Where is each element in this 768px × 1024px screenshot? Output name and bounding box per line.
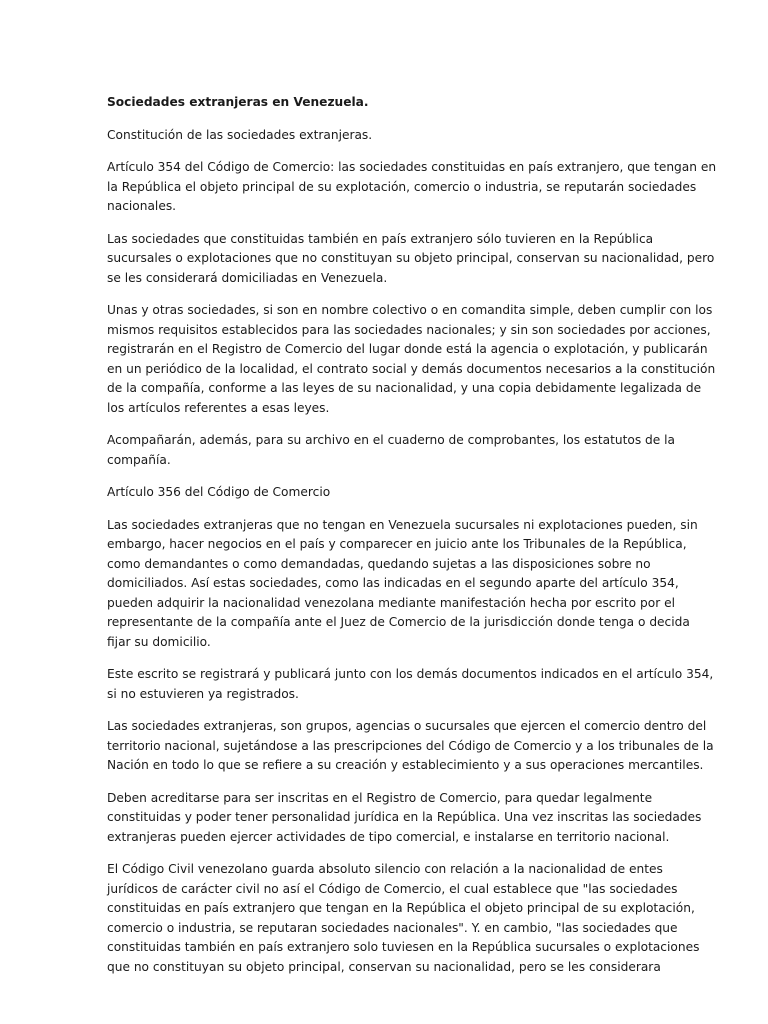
text-line: en un periódico de la localidad, el contrato social y demás documentos necesarios a la constitución — [107, 361, 716, 376]
text-line: representante de la compañía ante el Juez de Comercio de la jurisdicción donde tenga o decida — [107, 615, 690, 629]
text-line: constituidas y poder tener personalidad jurídica en la República. Una vez inscritas las sociedades — [107, 810, 702, 824]
text-line: Las sociedades que constituidas también en país extranjero sólo tuvieren en la República — [107, 231, 654, 246]
text-line: Este escrito se registrará y publicará junto con los demás documentos indicados en el artículo 354, — [107, 667, 714, 681]
text-line: constituidas también en país extranjero solo tuviesen en la República sucursales o explotaciones — [107, 940, 700, 954]
text-line: embargo, hacer negocios en el país y comparecer en juicio ante los Tribunales de la República, — [107, 537, 687, 551]
text-line: se les considerará domiciliadas en Venezuela. — [107, 270, 388, 285]
text-line: fijar su domicilio. — [107, 634, 211, 649]
text-line: domiciliados. Así estas sociedades, como las indicadas en el segundo aparte del artículo 354, — [107, 576, 679, 590]
text-line: de la compañía, conforme a las leyes de su nacionalidad, y una copia debidamente legalizada de — [107, 381, 702, 395]
paragraph-list — [107, 126, 717, 978]
text-line: Nación en todo lo que se refiere a su creación y establecimiento y a sus operaciones mercantiles. — [107, 758, 704, 772]
text-line: constituidas en país extranjero que tengan en la República el objeto principal de su explotación, — [107, 901, 695, 915]
paragraph — [107, 301, 716, 418]
paragraph — [107, 126, 687, 146]
text-line: los artículos referentes a esas leyes. — [107, 400, 330, 415]
text-line: Constitución de las sociedades extranjeras. — [107, 127, 373, 142]
text-line: El Código Civil venezolano guarda absoluto silencio con relación a la nacionalidad de entes — [107, 862, 663, 876]
paragraph — [107, 230, 715, 289]
document-body — [107, 93, 717, 990]
text-line: que no constituyan su objeto principal, conservan su nacionalidad, pero se les considerara — [107, 959, 661, 974]
paragraph — [107, 665, 714, 704]
paragraph — [107, 431, 687, 470]
text-line: registrarán en el Registro de Comercio del lugar donde está la agencia o explotación, y publicarán — [107, 342, 708, 356]
text-line: si no estuvieren ya registrados. — [107, 686, 299, 701]
text-line: Unas y otras sociedades, si son en nombre colectivo o en comandita simple, deben cumplir con los — [107, 303, 713, 317]
text-line: la República el objeto principal de su explotación, comercio o industria, se reputarán sociedades — [107, 179, 697, 194]
text-line: territorio nacional, sujetándose a las prescripciones del Código de Comercio y a los tribunales de la — [107, 738, 714, 753]
text-line: pueden adquirir la nacionalidad venezolana mediante manifestación hecha por escrito por el — [107, 595, 675, 610]
paragraph — [107, 717, 714, 776]
paragraph — [107, 789, 702, 848]
text-line: nacionales. — [107, 199, 177, 213]
paragraph — [107, 158, 717, 217]
text-line: como demandantes o como demandadas, quedando sujetas a las disposiciones sobre no — [107, 556, 651, 571]
text-line: comercio o industria, se reputaran sociedades nacionales". Y. en cambio, "las sociedades que — [107, 920, 678, 935]
paragraph — [107, 860, 700, 977]
paragraph — [107, 516, 698, 653]
text-line: mismos requisitos establecidos para las sociedades nacionales; y sin son sociedades por acciones, — [107, 322, 711, 337]
text-line: Deben acreditarse para ser inscritas en el Registro de Comercio, para quedar legalmente — [107, 790, 653, 805]
text-line: extranjeras pueden ejercer actividades de tipo comercial, e instalarse en territorio nacional. — [107, 829, 670, 844]
text-line: jurídicos de carácter civil no así el Código de Comercio, el cual establece que "las sociedades — [107, 881, 678, 896]
text-line: compañía. — [107, 452, 171, 467]
paragraph — [107, 483, 687, 503]
text-line: Acompañarán, además, para su archivo en el cuaderno de comprobantes, los estatutos de la — [107, 433, 676, 447]
text-line: Las sociedades extranjeras, son grupos, agencias o sucursales que ejercen el comercio dentro del — [107, 719, 707, 733]
text-line: Artículo 356 del Código de Comercio — [107, 485, 331, 499]
text-line: Artículo 354 del Código de Comercio: las sociedades constituidas en país extranjero, que tengan en — [107, 160, 717, 174]
text-line: Las sociedades extranjeras que no tengan en Venezuela sucursales ni explotaciones pueden, sin — [107, 517, 698, 532]
text-line: sucursales o explotaciones que no constituyan su objeto principal, conservan su nacionalidad, pero — [107, 251, 715, 265]
document-title: Sociedades extranjeras en Venezuela. — [107, 95, 369, 109]
